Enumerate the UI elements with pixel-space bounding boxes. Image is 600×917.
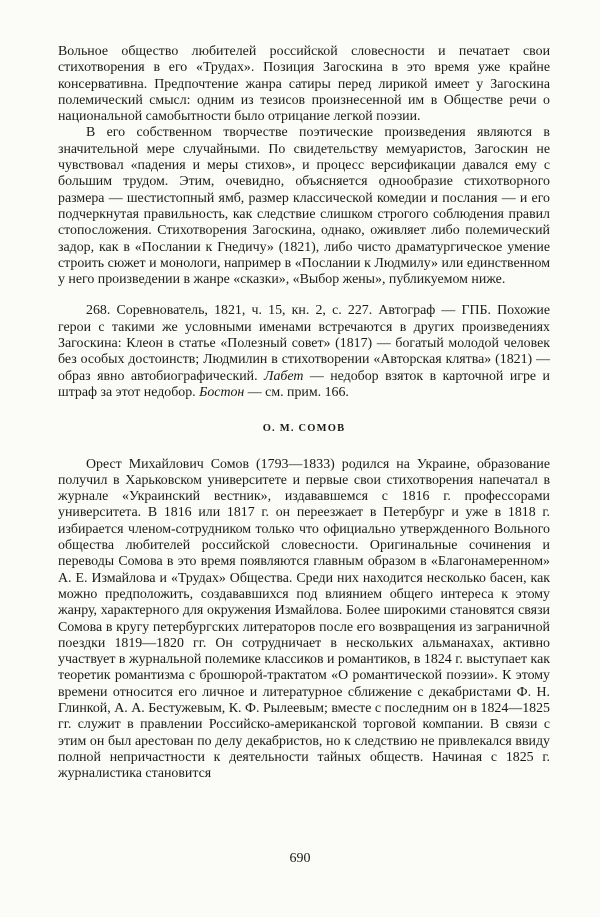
note-text-3: — см. прим. 166.: [244, 384, 349, 400]
note-268: [58, 303, 550, 401]
page-body: [58, 44, 550, 782]
paragraph-zagoskin-poetry: В его собственном творчестве поэтические произведения являются в значительной мере случайными. По свидетельству мемуаристов, Загоскин не чувствовал «падения и меры стихов», и процесс версификации давался ему с большим трудом. Этим, очевидно, объясняется однообразие стихотворного размера — шестистопный ямб, размер классической комедии и послания — и его подчеркнутая правильность, как следствие слишком строгого соблюдения правил стопосложения. Стихотворения Загоскина, однако, оживляет либо полемический задор, как в «Послании к Гнедичу» (1821), либо чисто драматургическое умение строить сюжет и монологи, например в «Послании к Людмилу» или единственном у него произведении в жанре «сказки», «Выбор жены», публикуемом ниже.: [58, 125, 550, 288]
note-term-boston: Бостон: [199, 384, 245, 400]
page-number: 690: [289, 851, 311, 866]
paragraph-somov: Орест Михайлович Сомов (1793—1833) родился на Украине, образование получил в Харьковском университете и первые свои стихотворения напечатал в журнале «Украинский вестник», издававшемся с 1816 г. профессорами университета. В 1816 или 1817 г. он переезжает в Петербург и уже в 1818 г. избирается членом-сотрудником только что официально утвержденного Вольного общества любителей российской словесности. Оригинальные сочинения и переводы Сомова в это время появляются главным образом в «Благонамеренном» А. Е. Измайлова и «Трудах» Общества. Среди них находится несколько басен, как можно предположить, создававшихся под влиянием общего интереса к этому жанру, характерного для окружения Измайлова. Более широкими становятся связи Сомова в кругу петербургских литераторов после его возвращения из заграничной поездки 1819—1820 гг. Он сотрудничает в нескольких альманахах, активно участвует в журнальной полемике классиков и романтиков, в 1824 г. выступает как теоретик романтизма с брошюрой-трактатом «О романтической поэзии». К этому времени относится его личное и литературное сближение с декабристами Ф. Н. Глинкой, А. А. Бестужевым, К. Ф. Рылеевым; вместе с последним он в 1824—1825 гг. служит в правлении Российско-американской торговой компании. В связи с этим он был арестован по делу декабристов, но к следствию не привлекался ввиду полной непричастности к деятельности тайных обществ. Начиная с 1825 г. журналистика становится: [58, 456, 550, 782]
section-heading: О. М. СОМОВ: [262, 423, 346, 435]
paragraph-continuation: Вольное общество любителей российской словесности и печатает свои стихотворения в его «Трудах». Позиция Загоскина в это время уже крайне консервативна. Предпочтение жанра сатиры перед лирикой имеет у Загоскина полемический смысл: одним из тезисов произнесенной им в Обществе речи о национальной самобытности было отрицание легкой поэзии.: [58, 44, 550, 125]
note-text-1: 268. Соревнователь, 1821, ч. 15, кн. 2, с. 227. Автограф — ГПБ. Похожие герои с такими же условными именами встречаются в других произведениях Загоскина: Клеон в статье «Полезный совет» (1817) — богатый молодой человек без особых достоинств; Людмилин в стихотворении «Авторская клятва» (1821) — образ явно автобиографический.: [58, 303, 550, 384]
note-text-2: — недобор взяток в карточной игре и штраф за этот недобор.: [58, 368, 550, 400]
note-term-labet: Лабет: [264, 368, 304, 384]
